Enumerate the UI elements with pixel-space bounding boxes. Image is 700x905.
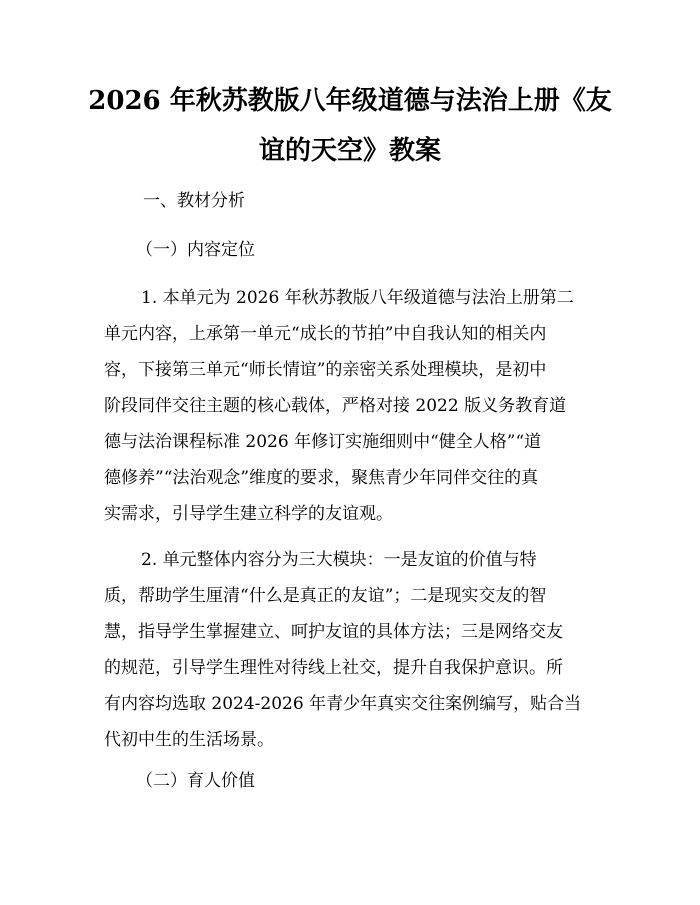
paragraph-2-line: 的规范，引导学生理性对待线上社交，提升自我保护意识。所 (104, 658, 563, 678)
paragraph-1-line: 单元内容，上承第一单元“成长的节拍”中自我认知的相关内 (104, 324, 547, 344)
subsection-heading-educational-value: （二）育人价值 (136, 771, 255, 791)
document-title-line-1: 2026 年秋苏教版八年级道德与法治上册《友 (88, 86, 612, 116)
paragraph-2-line: 慧，指导学生掌握建立、呵护友谊的具体方法；三是网络交友 (104, 622, 563, 642)
paragraph-1-line: 容，下接第三单元“师长情谊”的亲密关系处理模块，是初中 (104, 360, 547, 380)
paragraph-1 (104, 287, 599, 539)
paragraph-2 (104, 549, 599, 765)
subsection-heading-content-positioning: （一）内容定位 (136, 240, 255, 260)
paragraph-2-line: 代初中生的生活场景。 (104, 730, 274, 750)
paragraph-2-line: 质，帮助学生厘清“什么是真正的友谊”；二是现实交友的智 (104, 586, 547, 606)
paragraph-2-line: 2. 单元整体内容分为三大模块：一是友谊的价值与特 (141, 550, 537, 570)
paragraph-1-line: 阶段同伴交往主题的核心载体，严格对接 2022 版义务教育道 (104, 396, 567, 416)
paragraph-1-line: 德与法治课程标准 2026 年修订实施细则中“健全人格”“道 (104, 432, 542, 452)
paragraph-1-line: 德修养”“法治观念”维度的要求，聚焦青少年同伴交往的真 (104, 468, 539, 488)
document-title-line-2: 谊的天空》教案 (258, 136, 441, 166)
paragraph-2-line: 有内容均选取 2024-2026 年青少年真实交往案例编写，贴合当 (104, 694, 582, 714)
paragraph-1-line: 1. 本单元为 2026 年秋苏教版八年级道德与法治上册第二 (141, 288, 574, 308)
paragraph-1-line: 实需求，引导学生建立科学的友谊观。 (104, 504, 393, 524)
section-heading-textbook-analysis: 一、教材分析 (143, 191, 245, 211)
